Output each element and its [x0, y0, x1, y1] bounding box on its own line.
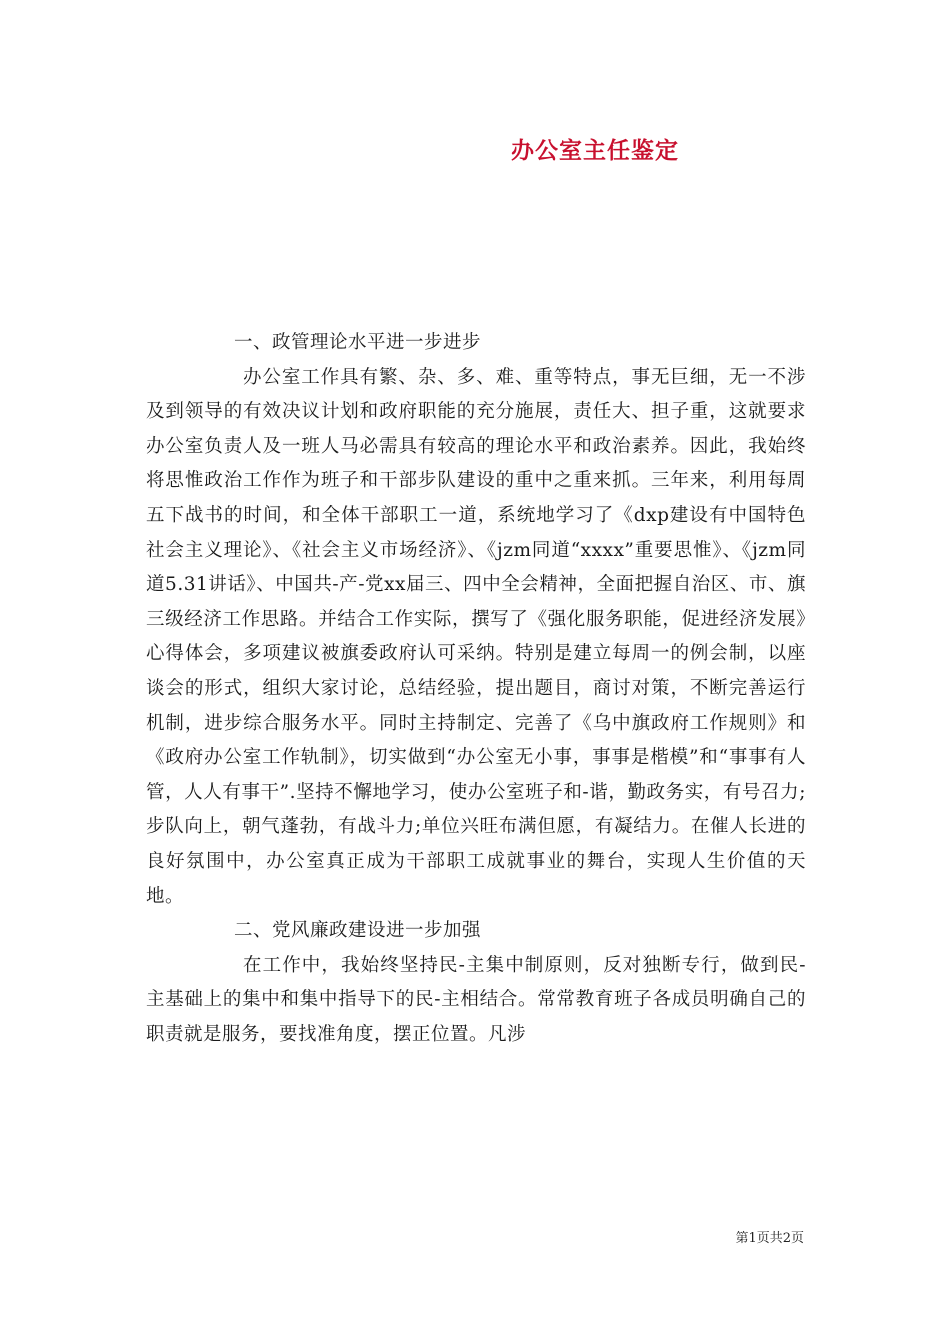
page-footer: 第1页共2页	[735, 1231, 804, 1246]
section-heading: 二、党风廉政建设进一步加强	[234, 920, 482, 942]
section-heading: 一、政管理论水平进一步进步	[234, 332, 482, 353]
document-title: 办公室主任鉴定	[511, 137, 679, 164]
section-paragraph: 办公室工作具有繁、杂、多、难、重等特点，事无巨细，无一不涉及到领导的有效决议计划和政府职能的充分施展，责任大、担子重，这就要求办公室负责人及一班人马必需具有较高的理论水平和政治素养。因此，我始终将思惟政治工作作为班子和干部步队建设的重中之重来抓。三年来，利用每周五下战书的时间，和全体干部职工一道，系统地学习了《dxp建设有中国特色社会主义理论》、《社会主义市场经济》、《jzm同道“xxxx”重要思惟》、《jzm同道5.31讲话》、中国共-产-党xx届三、四中全会精神，全面把握自治区、市、旗三级经济工作思路。并结合工作实际，撰写了《强化服务职能，促进经济发展》心得体会，多项建议被旗委政府认可采纳。特别是建立每周一的例会制，以座谈会的形式，组织大家讨论，总结经验，提出题目，商讨对策，不断完善运行机制，进步综合服务水平。同时主持制定、完善了《乌中旗政府工作规则》和《政府办公室工作轨制》，切实做到“办公室无小事，事事是楷模”和“事事有人管，人人有事干”.坚持不懈地学习，使办公室班子和-谐，勤政务实，有号召力;步队向上，朝气蓬勃，有战斗力;单位兴旺布满但愿，有凝结力。在催人长进的良好氛围中，办公室真正成为干部职工成就事业的舞台，实现人生价值的天地。	[146, 366, 806, 907]
section-paragraph: 在工作中，我始终坚持民-主集中制原则，反对独断专行，做到民-主基础上的集中和集中指导下的民-主相结合。常常教育班子各成员明确自己的职责就是服务，要找准角度，摆正位置。凡涉	[146, 954, 806, 1045]
document-body	[146, 326, 806, 1052]
